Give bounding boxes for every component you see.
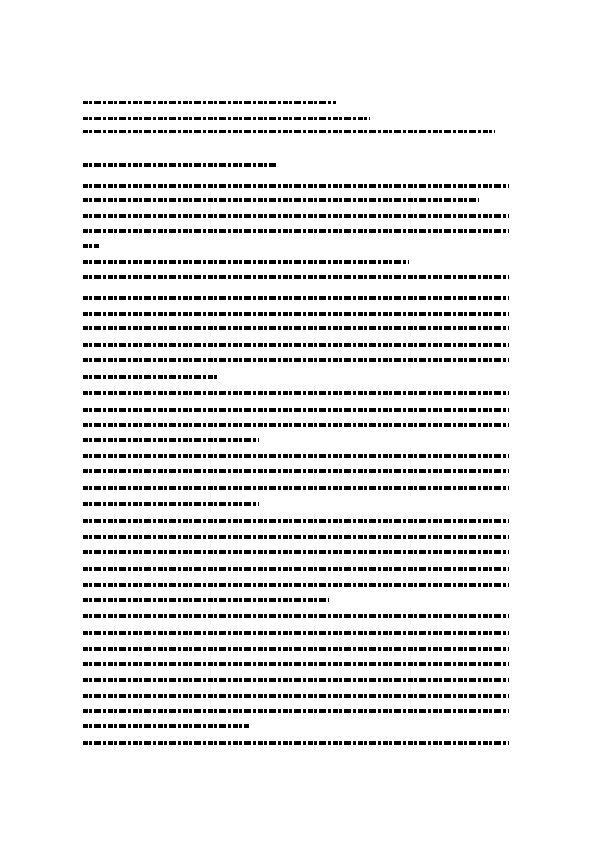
body-line — [83, 486, 509, 490]
body-line — [83, 469, 509, 473]
body-line — [83, 408, 509, 412]
body-line — [83, 326, 509, 330]
header-line-2 — [83, 117, 370, 120]
body-line — [83, 391, 509, 395]
body-line — [83, 662, 509, 666]
body-line — [83, 647, 509, 651]
body-line — [83, 244, 99, 248]
body-line — [83, 343, 509, 347]
body-line — [83, 535, 509, 539]
body-line — [83, 567, 509, 571]
body-line — [83, 724, 249, 728]
body-line — [83, 438, 259, 442]
body-line — [83, 694, 509, 698]
body-line — [83, 454, 509, 458]
header-line-1 — [83, 101, 336, 104]
body-line — [83, 184, 509, 188]
body-line — [83, 312, 509, 316]
body-line — [83, 709, 509, 713]
body-line — [83, 614, 509, 618]
body-line — [83, 198, 479, 202]
body-line — [83, 296, 509, 300]
body-line — [83, 423, 509, 427]
section-heading — [83, 163, 278, 167]
header-line-3 — [83, 130, 495, 133]
body-line — [83, 229, 509, 233]
body-line — [83, 598, 329, 602]
body-line — [83, 275, 509, 279]
body-line — [83, 631, 509, 635]
body-line — [83, 583, 509, 587]
body-line — [83, 550, 509, 554]
body-line — [83, 741, 509, 745]
body-line — [83, 358, 509, 362]
body-line — [83, 502, 259, 506]
body-line — [83, 214, 509, 218]
body-line — [83, 375, 219, 379]
body-line — [83, 260, 409, 264]
body-line — [83, 519, 509, 523]
body-line — [83, 678, 509, 682]
